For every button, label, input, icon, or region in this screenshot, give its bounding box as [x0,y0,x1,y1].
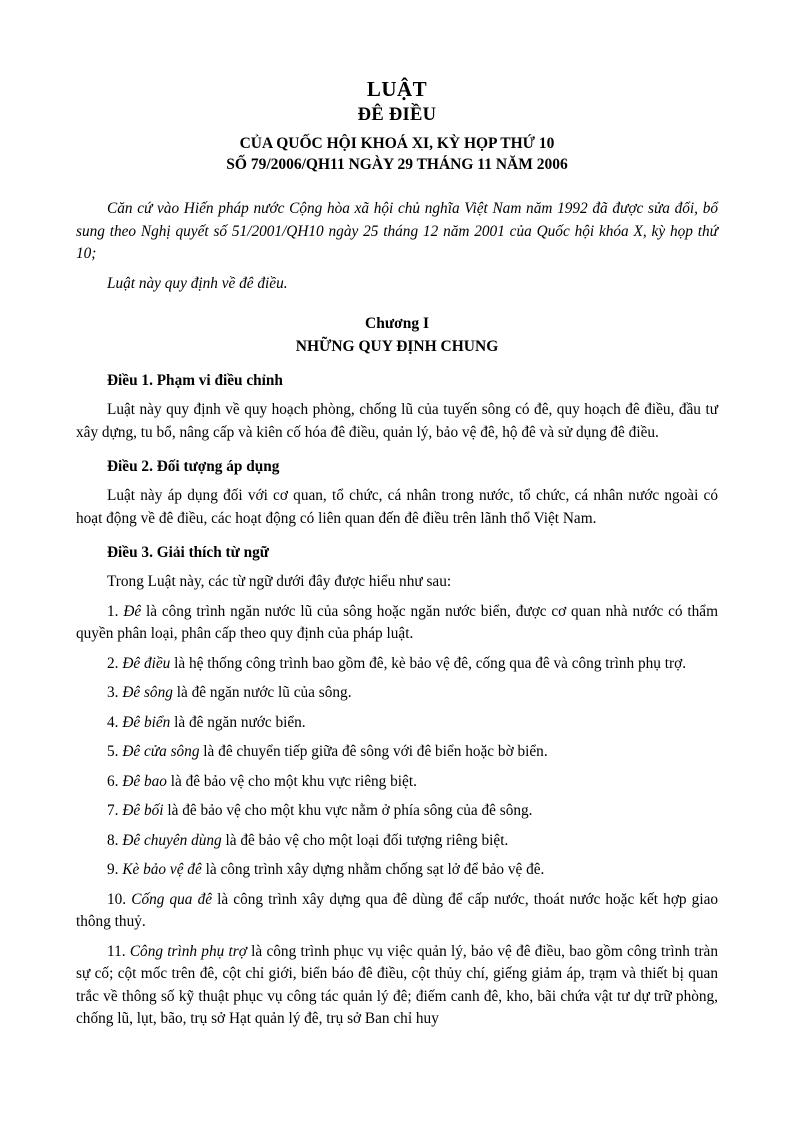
definition-number: 3. [107,684,119,702]
definition-item [76,653,718,675]
definition-number: 6. [107,772,119,790]
definition-item [76,741,718,763]
definition-number: 4. [107,713,119,731]
definition-number: 10. [107,890,127,908]
chapter-label: Chương I [365,315,429,333]
article-2-heading: Điều 2. Đối tượng áp dụng [107,458,280,476]
definition-item [76,859,718,881]
definition-number: 11. [107,942,126,960]
definition-term: Đê biển [122,713,171,731]
definition-term: Đê bối [122,802,164,820]
document-title-block [76,76,718,176]
definition-item [76,941,718,1031]
article-2-paragraph: Luật này áp dụng đối với cơ quan, tổ chức, cá nhân trong nước, tổ chức, cá nhân nước ngoài có hoạt động về đê điều, các hoạt động có liên quan đến đê điều trên lãnh thổ Việt Nam. [76,487,718,527]
definition-term: Đê điều [122,654,171,672]
definition-text: là đê bảo vệ cho một khu vực riêng biệt. [166,772,417,790]
definition-text: là đê bảo vệ cho một loại đối tượng riêng biệt. [221,831,509,849]
definition-text: là công trình ngăn nước lũ của sông hoặc ngăn nước biển, được cơ quan nhà nước có thẩm quyền phân loại, phân cấp theo quy định của pháp luật. [76,602,718,643]
definition-item [76,800,718,822]
definition-item [76,601,718,646]
page-subtitle: ĐÊ ĐIỀU [357,105,437,126]
definition-item [76,889,718,934]
definition-text: là công trình xây dựng nhằm chống sạt lở để bảo vệ đê. [201,861,545,879]
document-body [76,198,718,1031]
page-title: LUẬT [366,77,428,101]
definition-number: 7. [107,802,119,820]
definition-number: 5. [107,743,119,761]
document-number-line: SỐ 79/2006/QH11 NGÀY 29 THÁNG 11 NĂM 2006 [226,156,568,174]
definition-term: Cống qua đê [131,890,213,908]
article-1-heading: Điều 1. Phạm vi điều chỉnh [107,372,283,390]
chapter-name: NHỮNG QUY ĐỊNH CHUNG [295,337,499,355]
definition-text: là đê ngăn nước lũ của sông. [172,684,352,702]
article-1-paragraph: Luật này quy định về quy hoạch phòng, chống lũ của tuyến sông có đê, quy hoạch đê điều, đầu tư xây dựng, tu bổ, nâng cấp và kiên cố hóa đê điều, quản lý, bảo vệ đê, hộ đê và sử dụng đê điều. [76,401,718,441]
definition-term: Kè bảo vệ đê [122,861,202,879]
document-session-line: CỦA QUỐC HỘI KHOÁ XI, KỲ HỌP THỨ 10 [239,135,555,153]
definition-text: là đê ngăn nước biển. [170,713,306,731]
preamble-paragraph-2: Luật này quy định về đê điều. [107,274,288,292]
definition-number: 8. [107,831,119,849]
definition-term: Đê chuyên dùng [122,831,222,849]
definition-text: là đê bảo vệ cho một khu vực nằm ở phía sông của đê sông. [163,802,533,820]
definition-term: Đê cửa sông [122,743,200,761]
definition-item [76,682,718,704]
article-3-heading: Điều 3. Giải thích từ ngữ [107,544,269,562]
definition-text: là công trình xây dựng qua đê dùng để cấp nước, thoát nước hoặc kết hợp giao thông thuỷ. [76,890,719,931]
definition-item [76,830,718,852]
definition-number: 1. [107,602,119,620]
definition-term: Đê bao [122,772,167,790]
definition-text: là đê chuyển tiếp giữa đê sông với đê biển hoặc bờ biển. [199,743,548,761]
definition-text: là hệ thống công trình bao gồm đê, kè bảo vệ đê, cống qua đê và công trình phụ trợ. [170,654,687,672]
definition-term: Đê [123,602,142,620]
article-3-paragraph: Trong Luật này, các từ ngữ dưới đây được hiểu như sau: [107,573,452,591]
definition-text: là công trình phục vụ việc quản lý, bảo vệ đê điều, bao gồm công trình tràn sự cố; cột mốc trên đê, cột chỉ giới, biển báo đê điều, cột thủy chí, giếng giảm áp, trạm và thiết bị quan trắc về thông số kỹ thuật phục vụ công tác quản lý đê; điếm canh đê, kho, bãi chứa vật tư dự trữ phòng, chống lũ, lụt, bão, trụ sở Hạt quản lý đê, trụ sở Ban chỉ huy [76,942,718,1028]
definition-term: Đê sông [122,684,173,702]
definition-number: 9. [107,861,119,879]
definition-term: Công trình phụ trợ [129,942,247,960]
definition-number: 2. [107,654,119,672]
definition-item [76,771,718,793]
definition-item [76,712,718,734]
preamble-paragraph-1: Căn cứ vào Hiến pháp nước Cộng hòa xã hội chủ nghĩa Việt Nam năm 1992 đã được sửa đổi, bổ sung theo Nghị quyết số 51/2001/QH10 ngày 25 tháng 12 năm 2001 của Quốc hội khóa X, kỳ họp thứ 10; [76,200,718,263]
